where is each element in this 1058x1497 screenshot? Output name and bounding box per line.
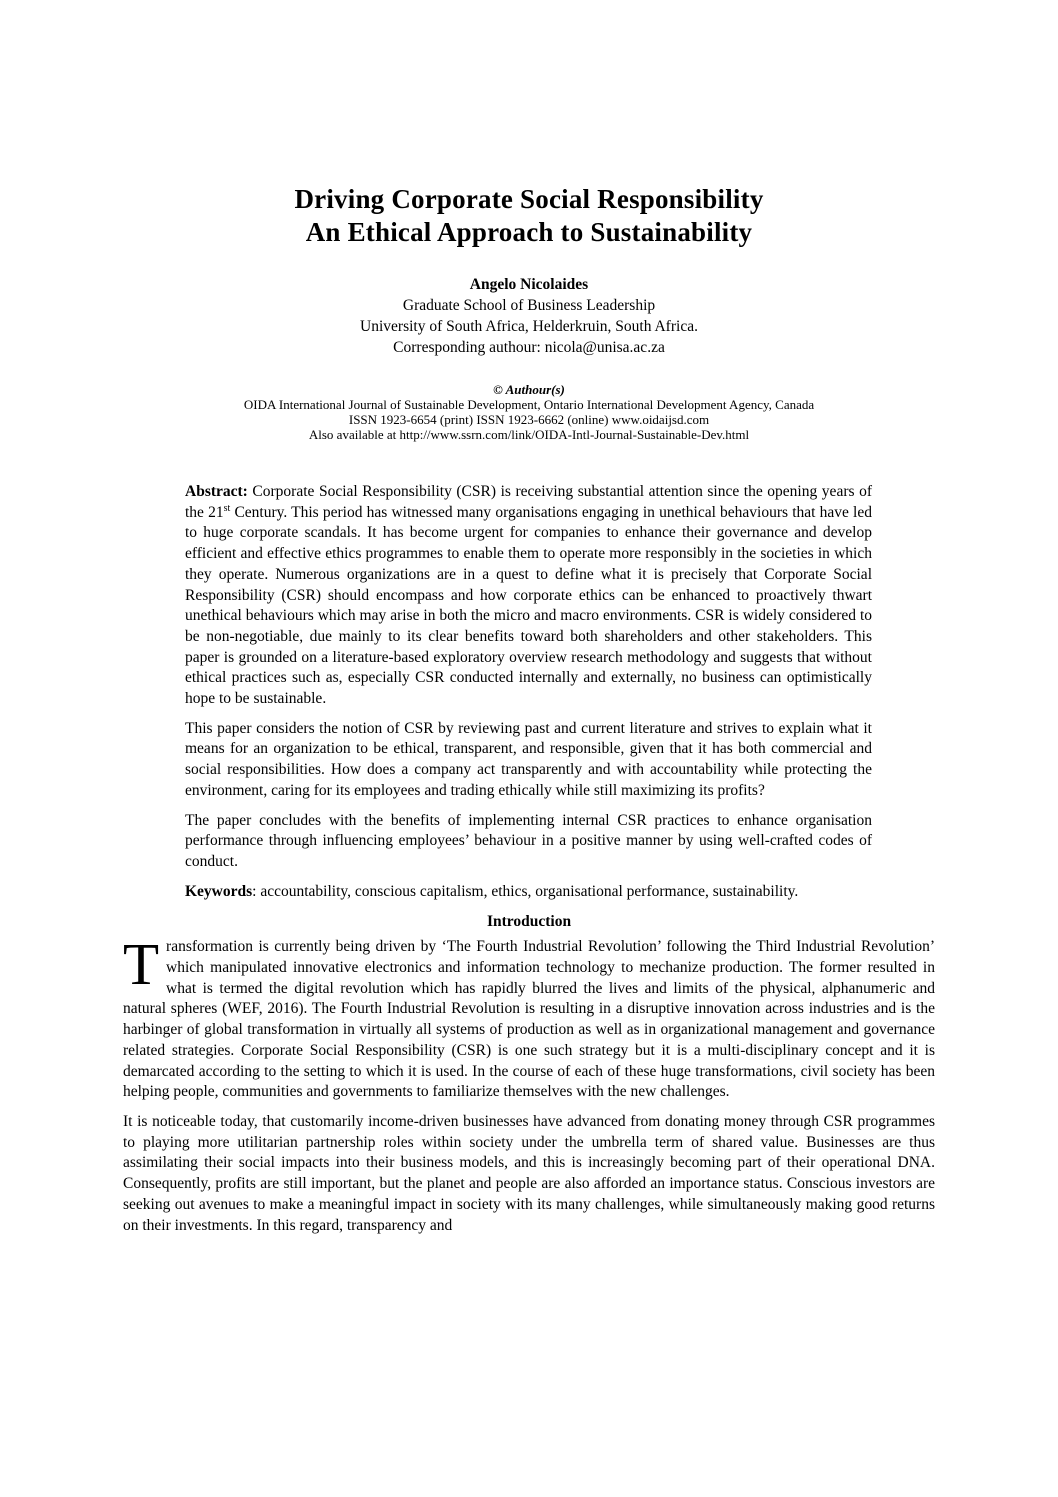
author-corresponding-email: Corresponding authour: nicola@unisa.ac.za — [393, 339, 665, 356]
abstract-paragraph-2: This paper considers the notion of CSR by reviewing past and current literature and strives to explain what it means for an organization to be ethical, transparent, and responsible, given that it has both commercial and social responsibilities. How does a company act transparently and with accountability while protecting the environment, caring for its employees and trading ethically while still maximizing its profits? — [185, 719, 872, 799]
keywords-text: : accountability, conscious capitalism, ethics, organisational performance, sustainability. — [252, 882, 799, 900]
abstract-label: Abstract: — [185, 483, 248, 500]
paper-title-line2: An Ethical Approach to Sustainability — [305, 217, 753, 247]
abstract-paragraph-1 — [185, 482, 872, 710]
introduction-paragraph-1 — [123, 931, 935, 1103]
imprint-journal-line: OIDA International Journal of Sustainable Development, Ontario International Development Agency, Canada — [243, 397, 815, 412]
abstract-section — [185, 482, 872, 902]
ordinal-superscript: st — [223, 502, 231, 514]
abstract-paragraph-1-text-a: Corporate Social Responsibility (CSR) is receiving substantial attention since the opening years of the 21 — [185, 483, 872, 521]
journal-imprint — [0, 382, 1058, 442]
keywords-line — [185, 882, 872, 903]
author-affiliation-university: University of South Africa, Helderkruin, South Africa. — [360, 318, 698, 335]
abstract-paragraph-3: The paper concludes with the benefits of implementing internal CSR practices to enhance organisation performance through influencing employees’ behaviour in a positive manner by using well-crafted codes of conduct. — [185, 811, 872, 870]
abstract-paragraph-1-text-b: Century. This period has witnessed many organisations engaging in unethical behaviours that have led to huge corporate scandals. It has become urgent for companies to enhance their governance and develop efficient and effective ethics programmes to enable them to operate more responsibly in the societies in which they operate. Numerous organizations are in a quest to define what it is precisely that Corporate Social Responsibility (CSR) should encompass and how corporate ethics can be enhanced to proactively thwart unethical behaviours which may arise in both the micro and macro environments. CSR is widely considered to be non-negotiable, due mainly to its clear benefits toward both shareholders and other stakeholders. This paper is grounded on a literature-based exploratory overview research methodology and suggests that without ethical practices such as, especially CSR conducted internally and externally, no business can optimistically hope to be sustainable. — [185, 503, 872, 708]
introduction-paragraph-1-text: ransformation is currently being driven by ‘The Fourth Industrial Revolution’ following the Third Industrial Revolution’ which manipulated innovative electronics and information technology to mechanize production. The former resulted in what is termed the digital revolution which has rapidly blurred the lives and limits of the physical, alphanumeric and natural spheres (WEF, 2016). The Fourth Industrial Revolution is resulting in a disruptive innovation across industries and is the harbinger of global transformation in virtually all systems of production as well as in organizational management and governance related strategies. Corporate Social Responsibility (CSR) is one such strategy but it is a multi-disciplinary concept and it is demarcated according to the setting to which it is used. In the course of each of these huge transformations, civil society has been helping people, communities and governments to familiarize themselves with the new challenges. — [123, 938, 935, 1101]
introduction-section — [123, 931, 935, 1236]
keywords-label: Keywords — [185, 882, 253, 900]
paper-title — [0, 0, 1058, 249]
author-name: Angelo Nicolaides — [469, 276, 589, 293]
author-block — [0, 274, 1058, 358]
copyright-line: © Authour(s) — [493, 382, 565, 397]
imprint-issn-line: ISSN 1923-6654 (print) ISSN 1923-6662 (online) www.oidaijsd.com — [348, 412, 710, 427]
author-affiliation-school: Graduate School of Business Leadership — [402, 297, 656, 314]
paper-title-line1: Driving Corporate Social Responsibility — [294, 184, 764, 214]
imprint-availability-line: Also available at http://www.ssrn.com/link/OIDA-Intl-Journal-Sustainable-Dev.html — [308, 427, 750, 442]
introduction-heading: Introduction — [486, 913, 572, 931]
dropcap-letter: T — [123, 931, 160, 998]
introduction-paragraph-2: It is noticeable today, that customarily income-driven businesses have advanced from donating money through CSR programmes to playing more utilitarian partnership roles within society under the umbrella term of shared value. Businesses are thus assimilating their social impacts into their business models, and this is increasingly becoming part of their operational DNA. Consequently, profits are still important, but the planet and people are also afforded an importance status. Conscious investors are seeking out avenues to make a meaningful impact in society with its many challenges, while simultaneously making good returns on their investments. In this regard, transparency and — [123, 1112, 935, 1234]
